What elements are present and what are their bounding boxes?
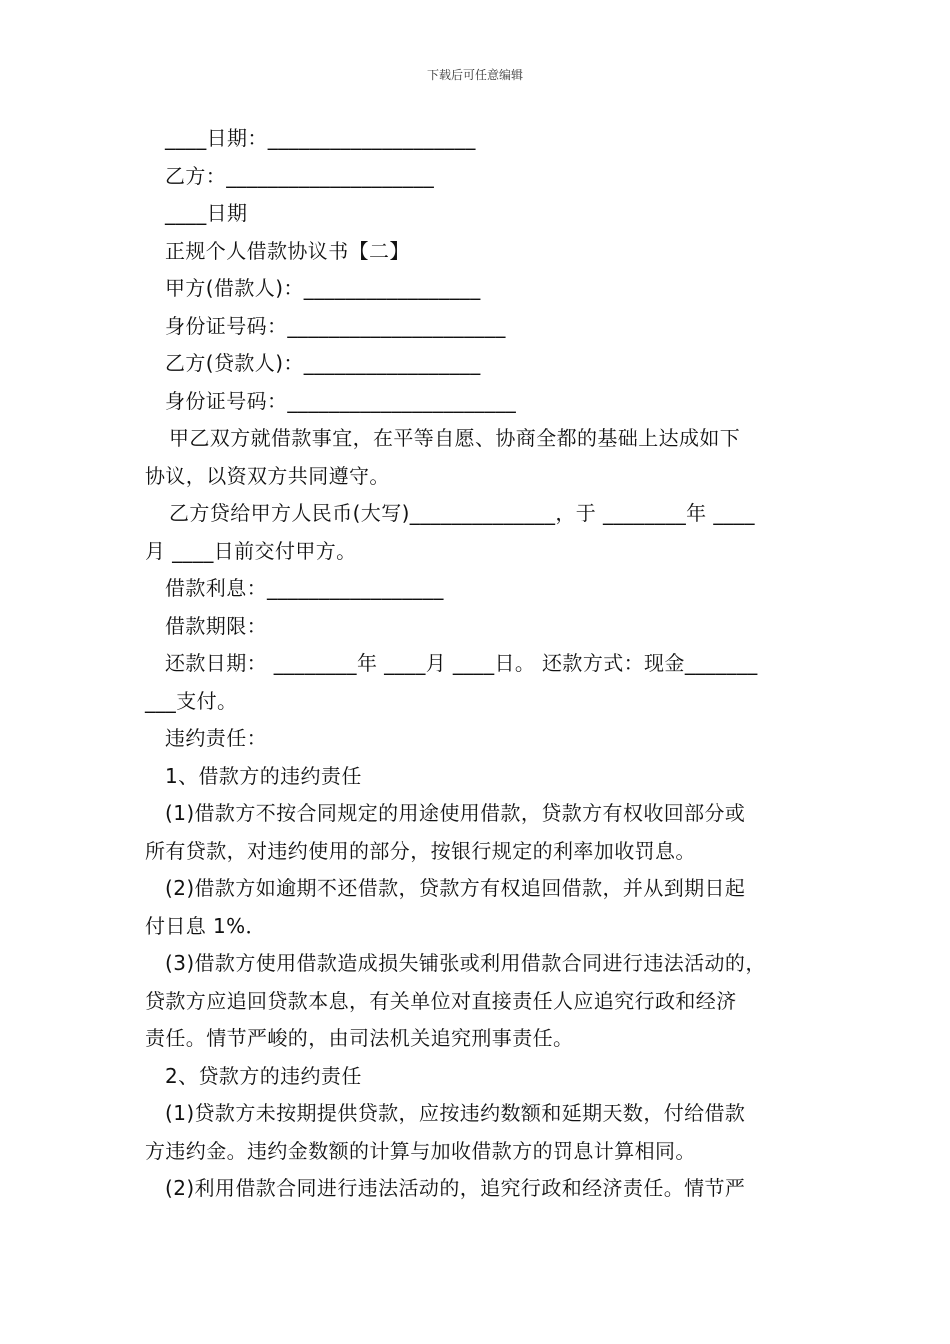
- clause-1-2-line-1: (2)借款方如逾期不还借款，贷款方有权追回借款，并从到期日起: [165, 876, 746, 900]
- interest-line: 借款利息：_________________: [165, 576, 444, 600]
- lender-liability-heading: 2、贷款方的违约责任: [165, 1063, 362, 1088]
- repayment-date-line-1: 还款日期： ________年 ____月 ____日。 还款方式：现金_______: [165, 651, 758, 675]
- signature-date-line: ____日期：____________________: [165, 126, 476, 150]
- preamble-line-1: 甲乙双方就借款事宜，在平等自愿、协商全都的基础上达成如下: [169, 426, 741, 450]
- clause-1-2-line-2: 付日息 1%．: [145, 913, 266, 938]
- preamble-line-2: 协议，以资双方共同遵守。: [145, 463, 390, 488]
- borrower-liability-heading: 1、借款方的违约责任: [165, 763, 362, 788]
- clause-2-1-line-1: (1)贷款方未按期提供贷款，应按违约数额和延期天数，付给借款: [165, 1101, 746, 1125]
- liability-heading: 违约责任：: [165, 726, 267, 750]
- date-line: ____日期: [165, 201, 248, 225]
- document-body: [145, 120, 810, 1208]
- clause-1-3-line-1: (3)借款方使用借款造成损失铺张或利用借款合同进行违法活动的，: [165, 951, 766, 975]
- clause-1-3-line-3: 责任。情节严峻的，由司法机关追究刑事责任。: [145, 1026, 574, 1050]
- clause-1-3-line-2: 贷款方应追回贷款本息，有关单位对直接责任人应追究行政和经济: [145, 988, 737, 1013]
- clause-1-1-line-1: (1)借款方不按合同规定的用途使用借款，贷款方有权收回部分或: [165, 801, 746, 825]
- repayment-date-line-2: ___支付。: [145, 688, 238, 713]
- party-b-signature-line: 乙方：____________________: [165, 163, 435, 188]
- loan-term-line: 借款期限：: [165, 613, 267, 638]
- agreement-title: 正规个人借款协议书【二】: [165, 238, 410, 263]
- clause-2-2-line-1: (2)利用借款合同进行违法活动的，追究行政和经济责任。情节严: [165, 1176, 746, 1200]
- party-a-id-line: 身份证号码：_____________________: [165, 313, 506, 338]
- party-b-id-line: 身份证号码：______________________: [165, 388, 517, 413]
- clause-2-1-line-2: 方违约金。违约金数额的计算与加收借款方的罚息计算相同。: [145, 1138, 696, 1163]
- page-header: 下载后可任意编辑: [426, 68, 523, 82]
- loan-amount-line-2: 月 ____日前交付甲方。: [145, 538, 357, 563]
- clause-1-1-line-2: 所有贷款，对违约使用的部分，按银行规定的利率加收罚息。: [145, 838, 696, 863]
- party-b-lender-line: 乙方(贷款人)：_________________: [165, 351, 481, 375]
- loan-amount-line-1: 乙方贷给甲方人民币(大写)______________，于 ________年 ____: [169, 501, 755, 525]
- party-a-borrower-line: 甲方(借款人)：_________________: [165, 276, 481, 300]
